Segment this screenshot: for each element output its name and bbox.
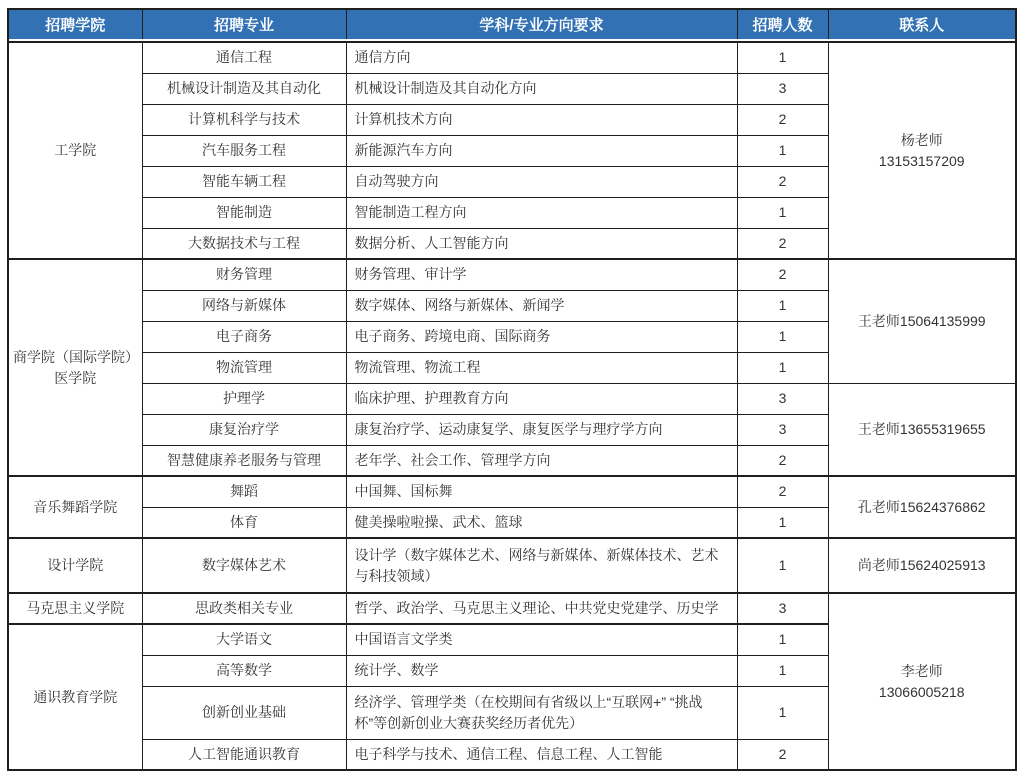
header-college: 招聘学院 bbox=[8, 9, 142, 39]
contact-cell: 王老师15064135999 bbox=[828, 259, 1016, 383]
requirement-cell: 机械设计制造及其自动化方向 bbox=[346, 73, 737, 104]
count-cell: 2 bbox=[737, 166, 828, 197]
header-count: 招聘人数 bbox=[737, 9, 828, 39]
count-cell: 3 bbox=[737, 383, 828, 414]
contact-cell: 王老师13655319655 bbox=[828, 383, 1016, 476]
requirement-cell: 康复治疗学、运动康复学、康复医学与理疗学方向 bbox=[346, 414, 737, 445]
contact-cell bbox=[828, 593, 1016, 770]
requirement-cell: 电子商务、跨境电商、国际商务 bbox=[346, 321, 737, 352]
college-cell bbox=[8, 259, 142, 476]
contact-cell bbox=[828, 42, 1016, 259]
table-row bbox=[8, 259, 1016, 290]
requirement-cell: 新能源汽车方向 bbox=[346, 135, 737, 166]
table-row bbox=[8, 538, 1016, 593]
requirement-cell: 经济学、管理学类（在校期间有省级以上“互联网+” “挑战杯”等创新创业大赛获奖经历者优先） bbox=[346, 686, 737, 739]
requirement-cell: 中国语言文学类 bbox=[346, 624, 737, 655]
requirement-cell: 通信方向 bbox=[346, 42, 737, 73]
count-cell: 2 bbox=[737, 739, 828, 770]
major-cell: 舞蹈 bbox=[142, 476, 346, 507]
major-cell: 智能车辆工程 bbox=[142, 166, 346, 197]
requirement-cell: 电子科学与技术、通信工程、信息工程、人工智能 bbox=[346, 739, 737, 770]
major-cell: 机械设计制造及其自动化 bbox=[142, 73, 346, 104]
table-row bbox=[8, 383, 1016, 414]
count-cell: 3 bbox=[737, 73, 828, 104]
major-cell: 财务管理 bbox=[142, 259, 346, 290]
requirement-cell: 数据分析、人工智能方向 bbox=[346, 228, 737, 259]
header-row bbox=[8, 9, 1016, 39]
contact-name: 李老师 bbox=[900, 662, 943, 679]
requirement-cell: 智能制造工程方向 bbox=[346, 197, 737, 228]
recruitment-table bbox=[7, 8, 1017, 771]
major-cell: 物流管理 bbox=[142, 352, 346, 383]
requirement-cell: 设计学（数字媒体艺术、网络与新媒体、新媒体技术、艺术与科技领域） bbox=[346, 538, 737, 593]
college-cell: 工学院 bbox=[8, 42, 142, 259]
major-cell: 通信工程 bbox=[142, 42, 346, 73]
count-cell: 1 bbox=[737, 135, 828, 166]
contact-phone: 13066005218 bbox=[878, 683, 965, 700]
count-cell: 2 bbox=[737, 476, 828, 507]
requirement-cell: 哲学、政治学、马克思主义理论、中共党史党建学、历史学 bbox=[346, 593, 737, 624]
major-cell: 计算机科学与技术 bbox=[142, 104, 346, 135]
header-requirement: 学科/专业方向要求 bbox=[346, 9, 737, 39]
requirement-cell: 临床护理、护理教育方向 bbox=[346, 383, 737, 414]
major-cell: 护理学 bbox=[142, 383, 346, 414]
header-major: 招聘专业 bbox=[142, 9, 346, 39]
count-cell: 1 bbox=[737, 538, 828, 593]
requirement-cell: 老年学、社会工作、管理学方向 bbox=[346, 445, 737, 476]
major-cell: 智能制造 bbox=[142, 197, 346, 228]
requirement-cell: 数字媒体、网络与新媒体、新闻学 bbox=[346, 290, 737, 321]
major-cell: 智慧健康养老服务与管理 bbox=[142, 445, 346, 476]
college-cell: 音乐舞蹈学院 bbox=[8, 476, 142, 538]
college-line2: 医学院 bbox=[54, 369, 97, 386]
requirement-cell: 统计学、数学 bbox=[346, 655, 737, 686]
count-cell: 1 bbox=[737, 655, 828, 686]
requirement-cell: 自动驾驶方向 bbox=[346, 166, 737, 197]
college-cell: 设计学院 bbox=[8, 538, 142, 593]
contact-cell: 尚老师15624025913 bbox=[828, 538, 1016, 593]
contact-cell: 孔老师15624376862 bbox=[828, 476, 1016, 538]
table-row bbox=[8, 476, 1016, 507]
count-cell: 1 bbox=[737, 42, 828, 73]
major-cell: 汽车服务工程 bbox=[142, 135, 346, 166]
requirement-cell: 中国舞、国标舞 bbox=[346, 476, 737, 507]
major-cell: 电子商务 bbox=[142, 321, 346, 352]
college-line1: 商学院（国际学院） bbox=[13, 348, 139, 365]
college-cell: 通识教育学院 bbox=[8, 624, 142, 770]
count-cell: 1 bbox=[737, 352, 828, 383]
major-cell: 创新创业基础 bbox=[142, 686, 346, 739]
major-cell: 网络与新媒体 bbox=[142, 290, 346, 321]
header-contact: 联系人 bbox=[828, 9, 1016, 39]
major-cell: 大数据技术与工程 bbox=[142, 228, 346, 259]
requirement-cell: 计算机技术方向 bbox=[346, 104, 737, 135]
count-cell: 2 bbox=[737, 445, 828, 476]
count-cell: 1 bbox=[737, 197, 828, 228]
count-cell: 2 bbox=[737, 259, 828, 290]
requirement-cell: 财务管理、审计学 bbox=[346, 259, 737, 290]
major-cell: 体育 bbox=[142, 507, 346, 538]
count-cell: 3 bbox=[737, 593, 828, 624]
contact-phone: 13153157209 bbox=[878, 152, 965, 169]
table-row bbox=[8, 593, 1016, 624]
count-cell: 1 bbox=[737, 686, 828, 739]
table-row bbox=[8, 42, 1016, 73]
count-cell: 1 bbox=[737, 624, 828, 655]
major-cell: 思政类相关专业 bbox=[142, 593, 346, 624]
major-cell: 大学语文 bbox=[142, 624, 346, 655]
count-cell: 2 bbox=[737, 228, 828, 259]
count-cell: 1 bbox=[737, 290, 828, 321]
major-cell: 康复治疗学 bbox=[142, 414, 346, 445]
count-cell: 1 bbox=[737, 507, 828, 538]
count-cell: 3 bbox=[737, 414, 828, 445]
major-cell: 人工智能通识教育 bbox=[142, 739, 346, 770]
requirement-cell: 健美操啦啦操、武术、篮球 bbox=[346, 507, 737, 538]
major-cell: 高等数学 bbox=[142, 655, 346, 686]
college-cell: 马克思主义学院 bbox=[8, 593, 142, 624]
count-cell: 1 bbox=[737, 321, 828, 352]
contact-name: 杨老师 bbox=[900, 131, 943, 148]
major-cell: 数字媒体艺术 bbox=[142, 538, 346, 593]
requirement-cell: 物流管理、物流工程 bbox=[346, 352, 737, 383]
count-cell: 2 bbox=[737, 104, 828, 135]
